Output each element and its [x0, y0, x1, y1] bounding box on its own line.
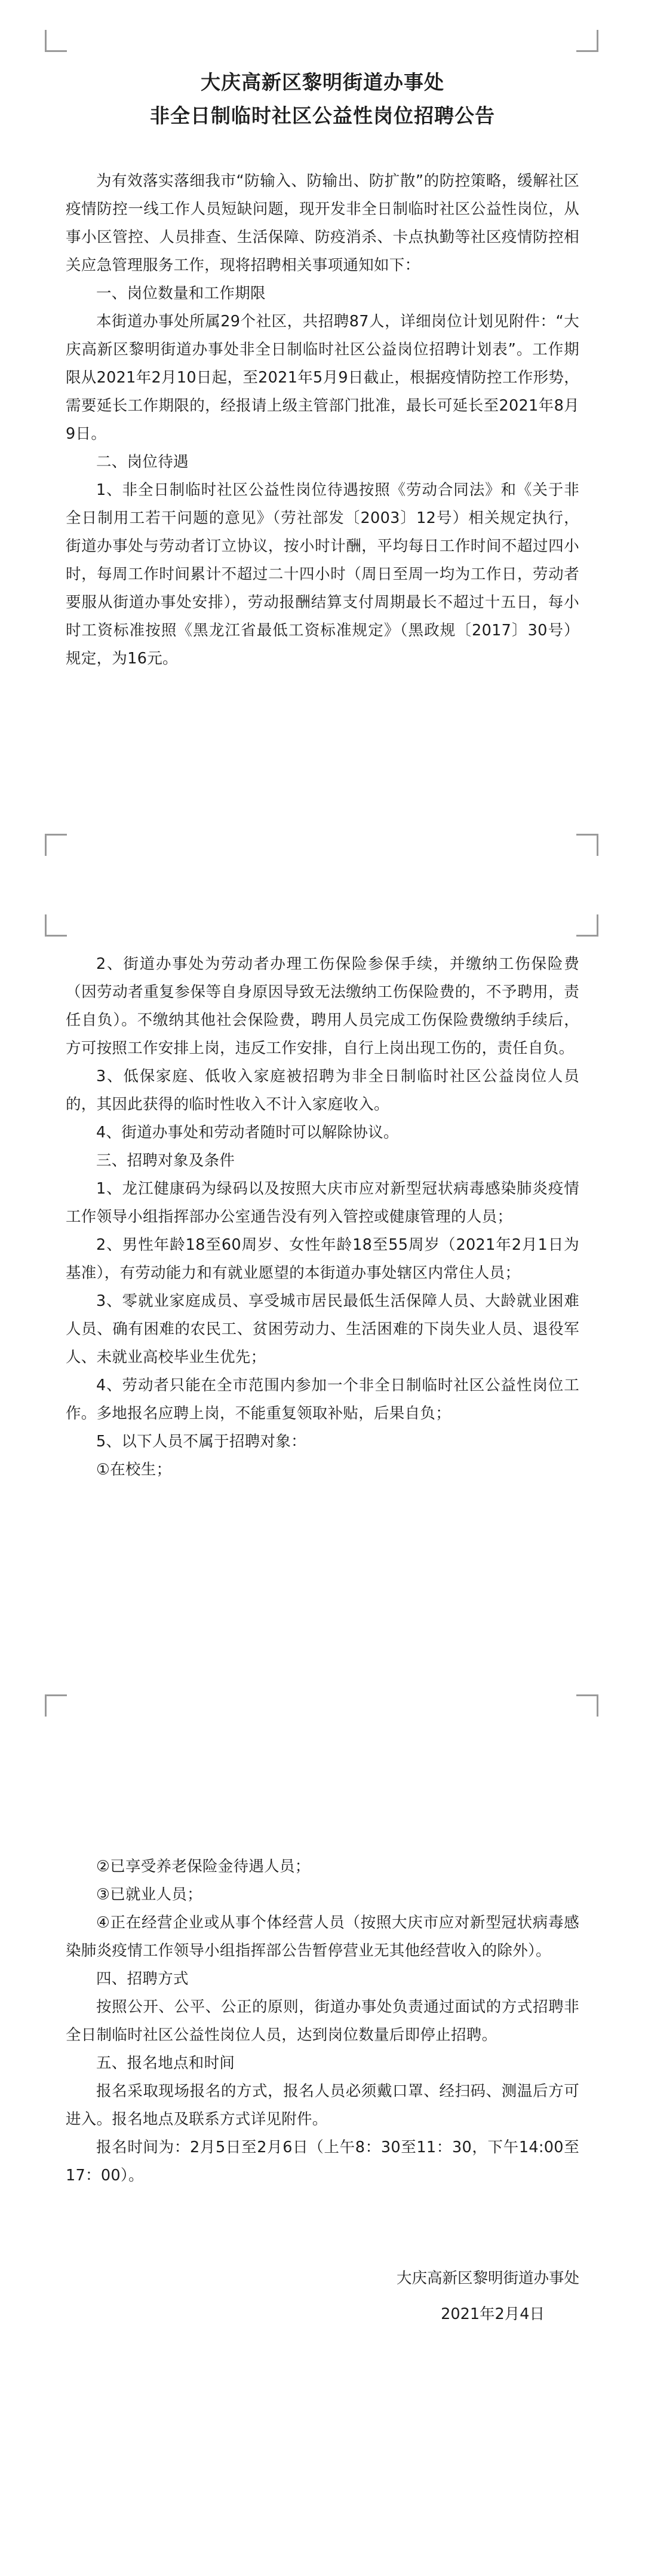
page-1-content [66, 66, 579, 673]
paragraph: ④正在经营企业或从事个体经营人员（按照大庆市应对新型冠状病毒感染肺炎疫情工作领导小组指挥部公告暂停营业无其他经营收入的除外）。 [66, 1914, 579, 1960]
intro-paragraph: 为有效落实落细我市“防输入、防输出、防扩散”的防控策略，缓解社区疫情防控一线工作人员短缺问题，现开发非全日制临时社区公益性岗位，从事小区管控、人员排查、生活保障、防疫消杀、卡点执勤等社区疫情防控相关应急管理服务工作，现将招聘相关事项通知如下： [66, 172, 579, 274]
crop-mark [576, 834, 598, 856]
paragraph: 3、零就业家庭成员、享受城市居民最低生活保障人员、大龄就业困难人员、确有困难的农民工、贫困劳动力、生活困难的下岗失业人员、退役军人、未就业高校毕业生优先； [66, 1292, 579, 1366]
crop-mark [45, 914, 67, 937]
signature-organization: 大庆高新区黎明街道办事处 [396, 2269, 579, 2287]
page-1 [0, 0, 645, 849]
notice-title-line-2: 非全日制临时社区公益性岗位招聘公告 [150, 104, 495, 127]
paragraph: ①在校生； [96, 1461, 172, 1479]
crop-mark [45, 30, 67, 52]
page-2 [0, 914, 645, 1709]
paragraph: 1、龙江健康码为绿码以及按照大庆市应对新型冠状病毒感染肺炎疫情工作领导小组指挥部办公室通告没有列入管控或健康管理的人员； [66, 1180, 579, 1226]
crop-mark [576, 30, 598, 52]
paragraph: 4、劳动者只能在全市范围内参加一个非全日制临时社区公益性岗位工作。多地报名应聘上岗，不能重复领取补贴，后果自负； [66, 1376, 579, 1422]
paragraph: 5、以下人员不属于招聘对象： [96, 1433, 306, 1451]
paragraph: 4、街道办事处和劳动者随时可以解除协议。 [96, 1124, 399, 1142]
section-heading-5: 五、报名地点和时间 [96, 2054, 235, 2072]
section-heading-3: 三、招聘对象及条件 [96, 1152, 235, 1170]
crop-mark [45, 834, 67, 856]
paragraph: ②已享受养老保险金待遇人员； [96, 1858, 311, 1876]
page-3 [0, 1769, 645, 2576]
paragraph: 2、街道办事处为劳动者办理工伤保险参保手续，并缴纳工伤保险费（因劳动者重复参保等自身原因导致无法缴纳工伤保险费的，不予聘用，责任自负）。不缴纳其他社会保险费，聘用人员完成工伤保险费缴纳手续后，方可按照工作安排上岗，违反工作安排，自行上岗出现工伤的，责任自负。 [66, 955, 579, 1057]
paragraph: ③已就业人员； [96, 1886, 202, 1904]
paragraph: 3、低保家庭、低收入家庭被招聘为非全日制临时社区公益岗位人员的，其因此获得的临时性收入不计入家庭收入。 [66, 1067, 579, 1113]
paragraph: 按照公开、公平、公正的原则，街道办事处负责通过面试的方式招聘非全日制临时社区公益性岗位人员，达到岗位数量后即停止招聘。 [66, 1998, 579, 2044]
section-heading-2: 二、岗位待遇 [96, 453, 189, 471]
page-2-content [66, 950, 579, 1484]
paragraph: 报名采取现场报名的方式，报名人员必须戴口罩、经扫码、测温后方可进入。报名地点及联系方式详见附件。 [66, 2082, 579, 2128]
signature-date: 2021年2月4日 [441, 2305, 545, 2323]
notice-title-line-1: 大庆高新区黎明街道办事处 [201, 71, 444, 94]
crop-mark [45, 1694, 67, 1717]
paragraph: 1、非全日制临时社区公益性岗位待遇按照《劳动合同法》和《关于非全日制用工若干问题的意见》（劳社部发〔2003〕12号）相关规定执行，街道办事处与劳动者订立协议，按小时计酬，平均每日工作时间不超过四小时，每周工作时间累计不超过二十四小时（周日至周一均为工作日，劳动者要服从街道办事处安排），劳动报酬结算支付周期最长不超过十五日，每小时工资标准按照《黑龙江省最低工资标准规定》（黑政规〔2017〕30号）规定，为16元。 [66, 481, 579, 668]
crop-mark [576, 1694, 598, 1717]
section-heading-1: 一、岗位数量和工作期限 [96, 284, 266, 302]
page-3-content [66, 1853, 579, 2332]
paragraph: 报名时间为：2月5日至2月6日（上午8：30至11：30，下午14:00至17：00）。 [66, 2138, 579, 2185]
crop-mark [576, 914, 598, 937]
section-heading-4: 四、招聘方式 [96, 1970, 189, 1988]
paragraph: 本街道办事处所属29个社区，共招聘87人，详细岗位计划见附件：“大庆高新区黎明街道办事处非全日制临时社区公益岗位招聘计划表”。工作期限从2021年2月10日起，至2021年5月9日截止，根据疫情防控工作形势，需要延长工作期限的，经报请上级主管部门批准，最长可延长至2021年8月9日。 [66, 313, 579, 443]
paragraph: 2、男性年龄18至60周岁、女性年龄18至55周岁（2021年2月1日为基准），有劳动能力和有就业愿望的本街道办事处辖区内常住人员； [66, 1236, 579, 1282]
